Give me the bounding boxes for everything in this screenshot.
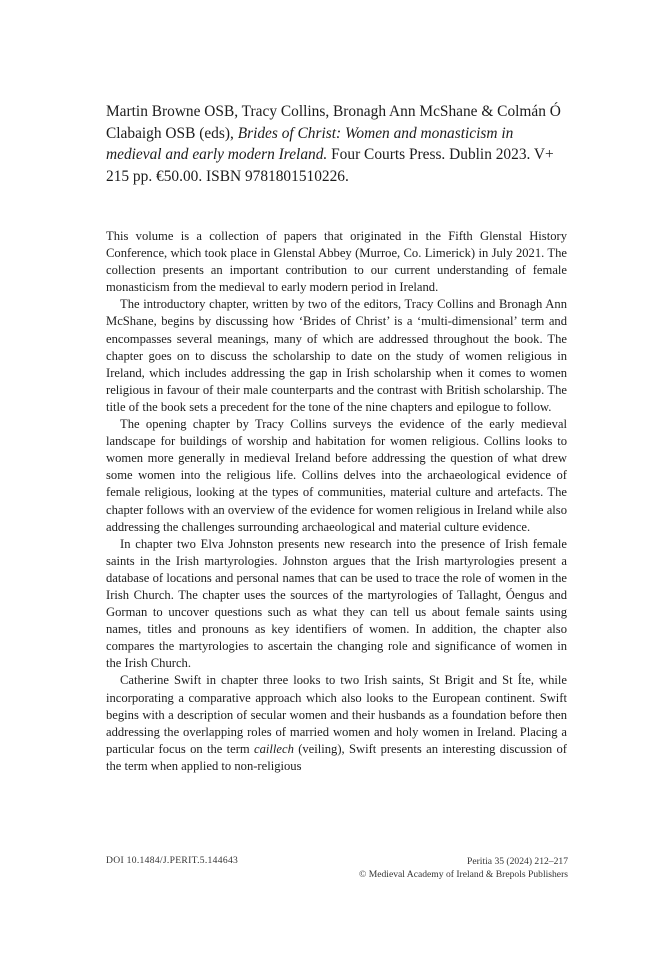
citation-book-title: Brides of Christ: Women and monasticism in medieval and early modern Ireland. xyxy=(106,124,514,163)
journal-citation: Peritia 35 (2024) 212–217 xyxy=(467,856,568,867)
citation-publication: Four Courts Press. Dublin 2023. V+ 215 pp. €50.00. ISBN 9781801510226. xyxy=(106,146,554,185)
review-body xyxy=(106,228,567,775)
citation-authors: Martin Browne OSB, Tracy Collins, Bronagh Ann McShane & Colmán Ó Clabaigh OSB (eds), xyxy=(106,103,561,142)
italic-term: caillech xyxy=(254,741,294,756)
journal-footer xyxy=(359,855,568,881)
paragraph: The introductory chapter, written by two of the editors, Tracy Collins and Bronagh Ann McShane, begins by discussing how ‘Brides of Christ’ is a ‘multi-dimensional’ term and encompasses several meanings, many of which are addressed throughout the book. The chapter goes on to discuss the scholarship to date on the study of women religious in Ireland, which includes addressing the gap in Irish scholarship when it comes to women religious in favour of their male counterparts and the contrast with British scholarship. The title of the book sets a precedent for the tone of the nine chapters and epilogue to follow. xyxy=(106,297,567,414)
book-citation xyxy=(106,101,566,187)
paragraph: The opening chapter by Tracy Collins surveys the evidence of the early medieval landscape for buildings of worship and habitation for women religious. Collins looks to women more generally in medieval Ireland before addressing the question of what drew some women into the religious life. Collins delves into the archaeological evidence of female religious, looking at the types of communities, material culture and artefacts. The chapter follows with an overview of the evidence for women religious in Ireland while also addressing the challenges surrounding archaeological and material culture evidence. xyxy=(106,417,567,534)
paragraph: In chapter two Elva Johnston presents new research into the presence of Irish female saints in the Irish martyrologies. Johnston argues that the Irish martyrologies present a database of locations and personal names that can be used to trace the role of women in the Irish Church. The chapter uses the sources of the martyrologies of Tallaght, Óengus and Gorman to uncover questions such as what they can tell us about female saints using names, titles and pronouns as key identifiers of women. In addition, the chapter also compares the martyrologies to ascertain the changing role and significance of women in the Irish Church. xyxy=(106,536,567,671)
paragraph: Catherine Swift in chapter three looks to two Irish saints, St Brigit and St Íte, while incorporating a comparative approach which also looks to the European continent. Swift begins with a description of secular women and their husbands as a foundation before then addressing the overlapping roles of married women and holy women in Ireland. Placing a particular focus on the term caillech (veiling), Swift presents an interesting discussion of the term when applied to non-religious xyxy=(106,673,567,773)
paragraph: This volume is a collection of papers that originated in the Fifth Glenstal History Conference, which took place in Glenstal Abbey (Murroe, Co. Limerick) in July 2021. The collection presents an important contribution to our current understanding of female monasticism from the medieval to early modern period in Ireland. xyxy=(106,229,567,295)
doi-footer: DOI 10.1484/J.PERIT.5.144643 xyxy=(106,855,239,866)
copyright-notice: © Medieval Academy of Ireland & Brepols Publishers xyxy=(359,869,568,880)
